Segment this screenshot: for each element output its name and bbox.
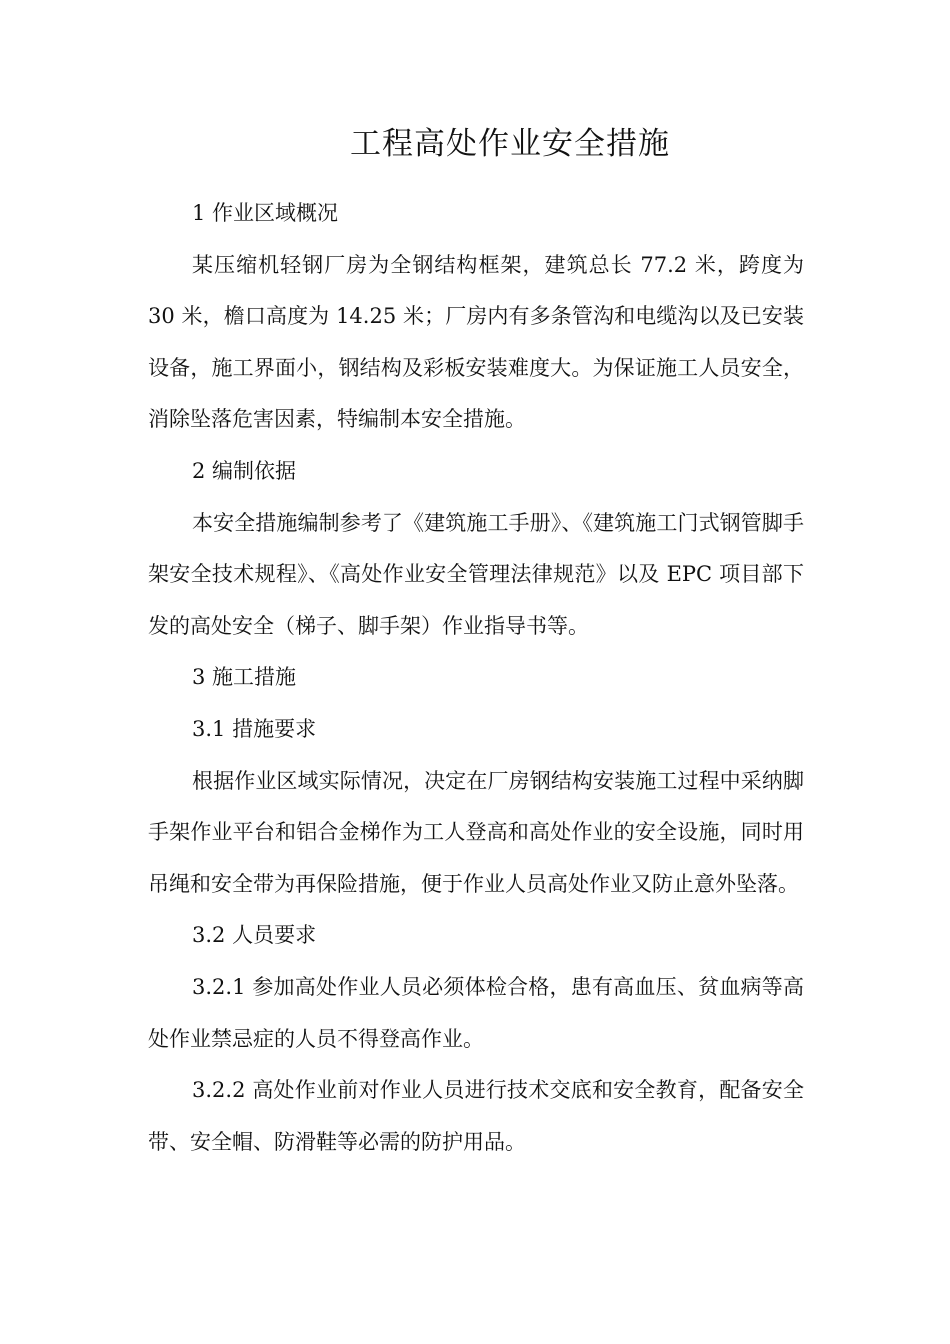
body-paragraph-measures: 根据作业区域实际情况，决定在厂房钢结构安装施工过程中采纳脚手架作业平台和铝合金梯作为工人登高和高处作业的安全设施，同时用吊绳和安全带为再保险措施，便于作业人员高处作业又防止意外坠落。 (148, 768, 804, 896)
document-title: 工程高处作业安全措施 (350, 126, 670, 162)
subsection-heading-3-2: 3.2 人员要求 (192, 923, 317, 948)
subsection-heading-3-1: 3.1 措施要求 (192, 716, 317, 741)
body-paragraph-3-2-2: 3.2.2 高处作业前对作业人员进行技术交底和安全教育，配备安全带、安全帽、防滑鞋等必需的防护用品。 (148, 1078, 804, 1154)
section-heading-3: 3 施工措施 (192, 665, 297, 690)
section-heading-2: 2 编制依据 (192, 458, 297, 483)
body-paragraph-basis: 本安全措施编制参考了《建筑施工手册》、《建筑施工门式钢管脚手架安全技术规程》、《高处作业安全管理法律规范》以及 EPC 项目部下发的高处安全（梯子、脚手架）作业指导书等。 (148, 510, 804, 638)
document-body (148, 188, 804, 1168)
body-paragraph-3-2-1: 3.2.1 参加高处作业人员必须体检合格，患有高血压、贫血病等高处作业禁忌症的人员不得登高作业。 (148, 974, 804, 1051)
body-paragraph-area-overview: 某压缩机轻钢厂房为全钢结构框架，建筑总长 77.2 米，跨度为 30 米，檐口高度为 14.25 米；厂房内有多条管沟和电缆沟以及已安装设备，施工界面小，钢结构及彩板安装难度大。为保证施工人员安全，消除坠落危害因素，特编制本安全措施。 (148, 252, 804, 432)
section-heading-1: 1 作业区域概况 (192, 201, 339, 225)
